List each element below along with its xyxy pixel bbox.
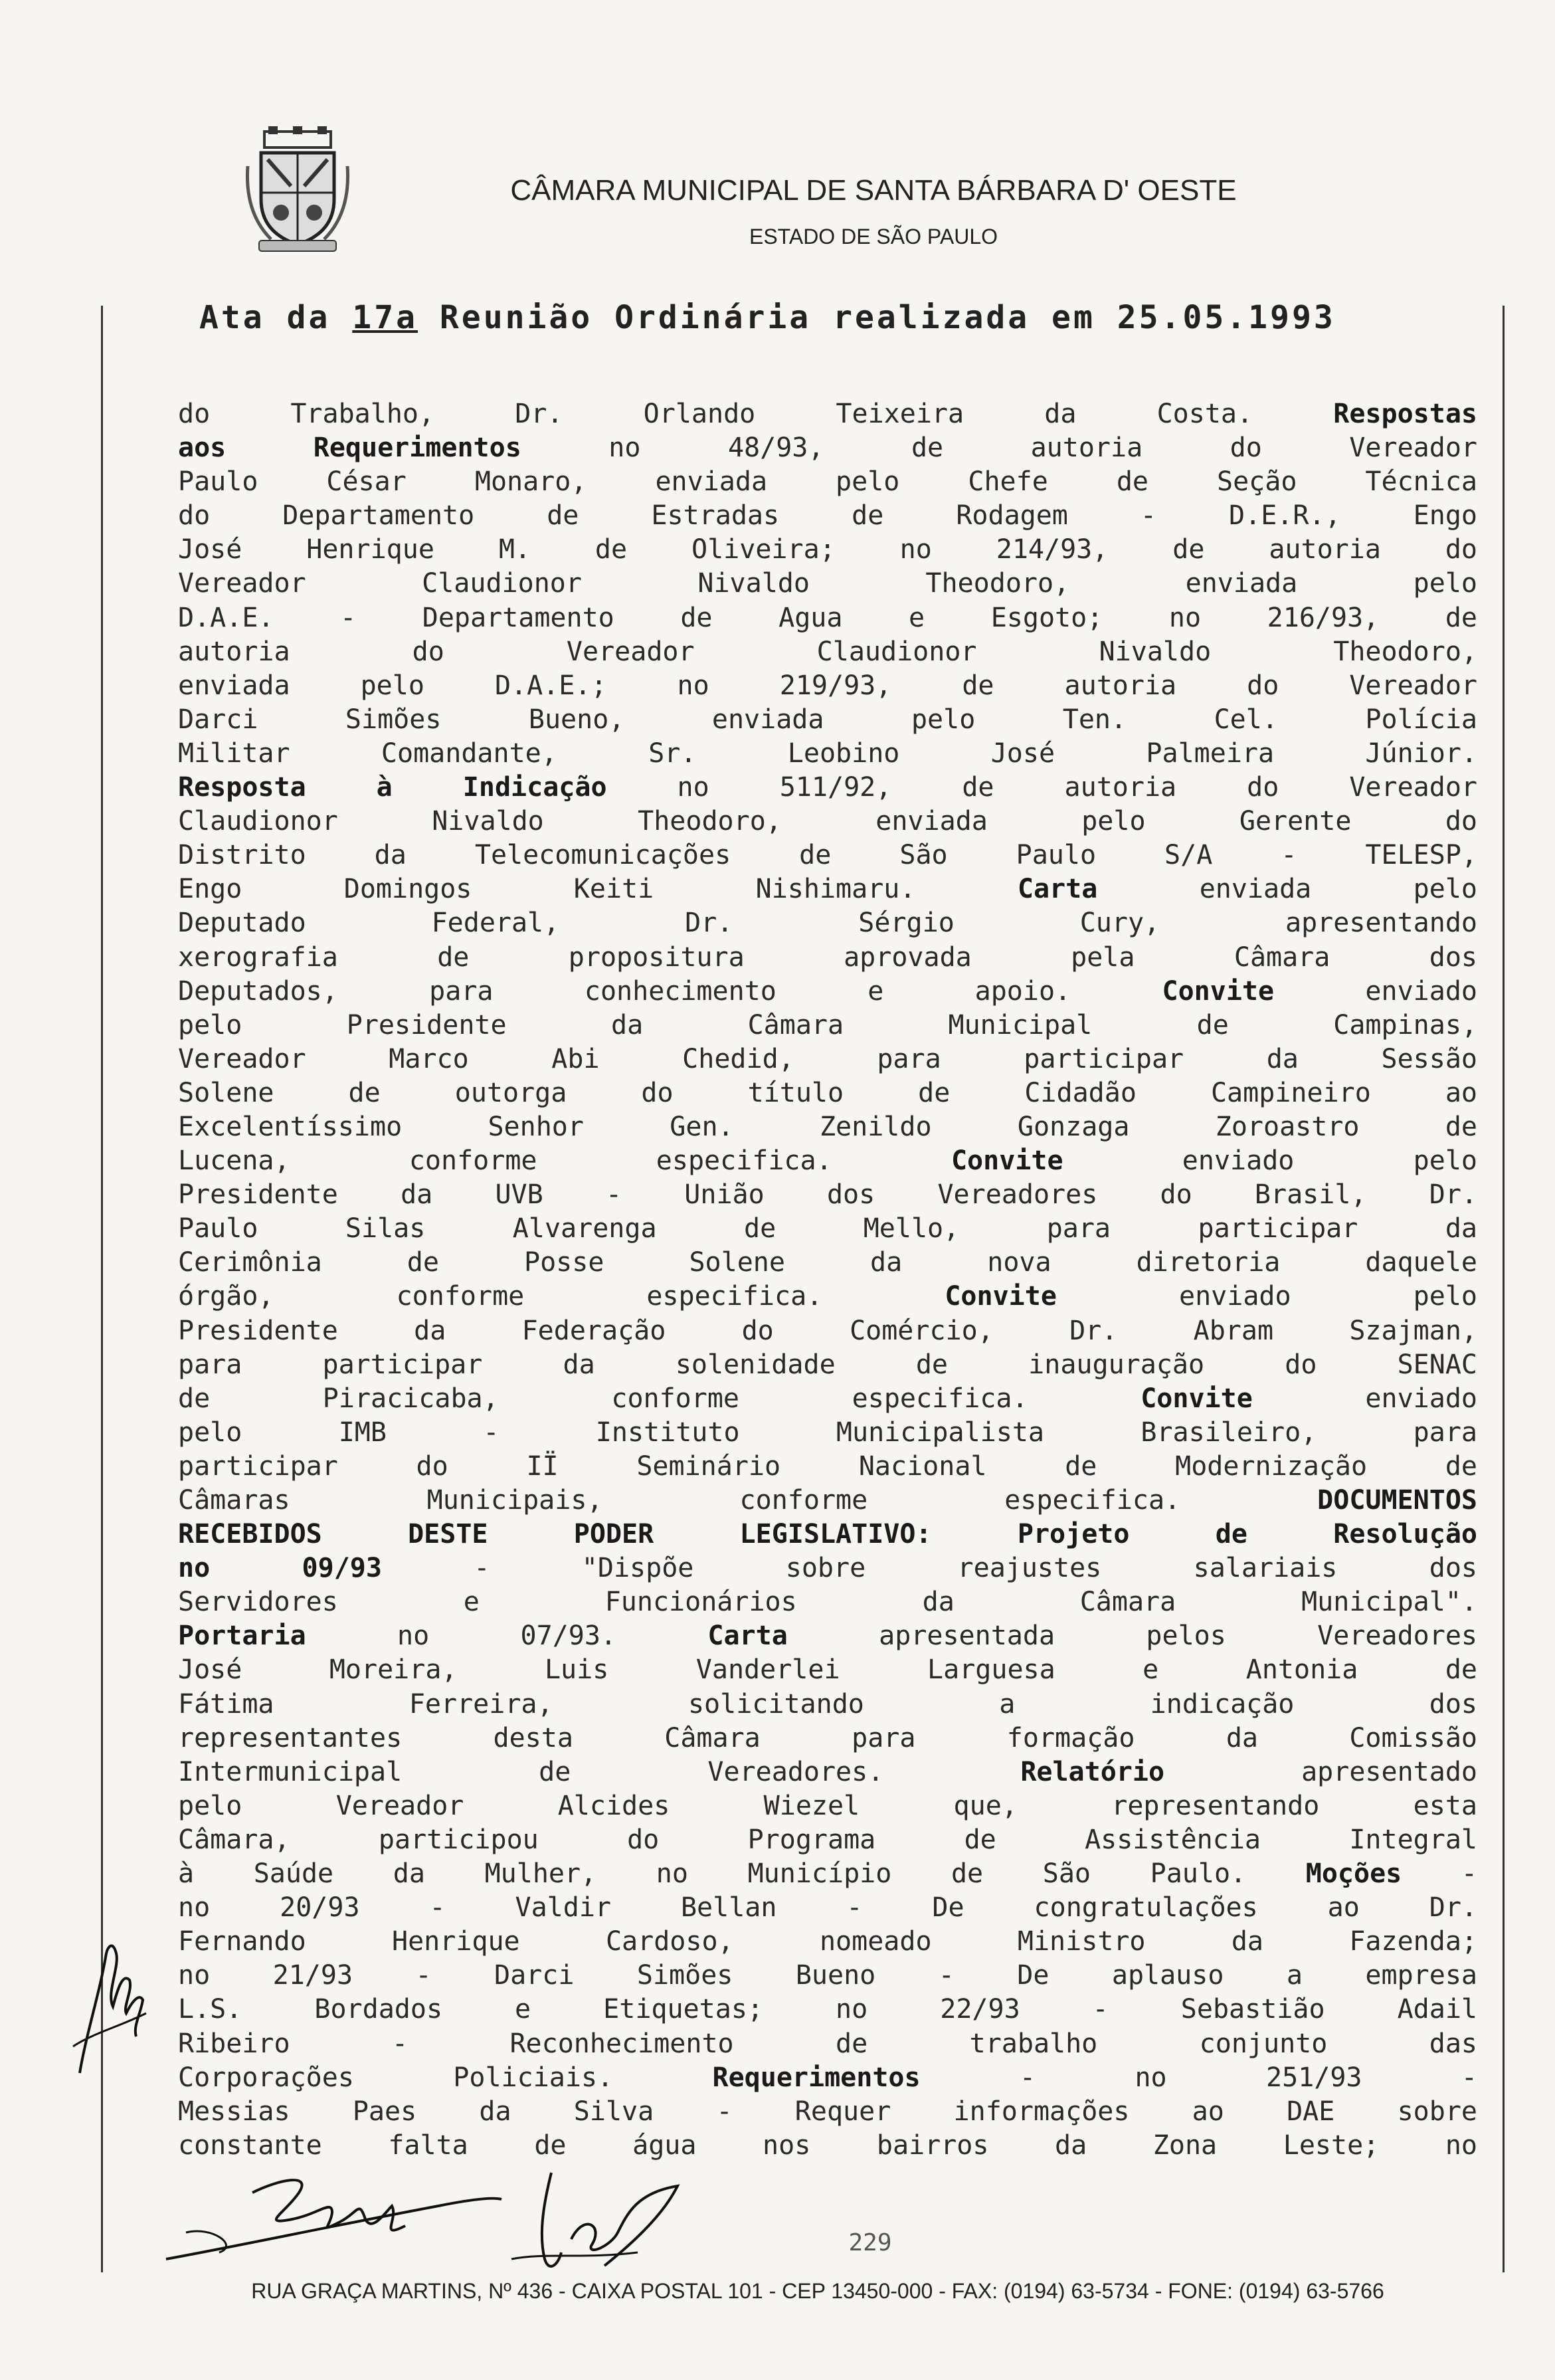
text-run: Claudionor Nivaldo Theodoro, enviada pelo Gerente do <box>178 806 1477 837</box>
text-run: à Saúde da Mulher, no Município de São Paulo. <box>178 1858 1306 1890</box>
text-run: Fátima Ferreira, solicitando a indicação dos <box>178 1688 1477 1720</box>
bold-heading: Requerimentos <box>712 2062 921 2093</box>
bold-heading: RECEBIDOS DESTE PODER LEGISLATIVO: Projeto de Resolução <box>178 1519 1477 1550</box>
text-line <box>178 533 1477 567</box>
text-line <box>178 567 1477 601</box>
text-run: Paulo César Monaro, enviada pelo Chefe de Seção Técnica <box>178 466 1477 498</box>
text-run: constante falta de água nos bairros da Zona Leste; no <box>178 2130 1477 2161</box>
text-line <box>178 1925 1477 1959</box>
bold-heading: DOCUMENTOS <box>1317 1485 1477 1516</box>
text-run: Deputado Federal, Dr. Sérgio Cury, apresentando <box>178 908 1477 939</box>
text-run: no 511/92, de autoria do Vereador <box>606 772 1477 803</box>
text-run: Deputados, para conhecimento e apoio. <box>178 975 1162 1007</box>
text-run: Engo Domingos Keiti Nishimaru. <box>178 874 1018 905</box>
text-line <box>178 431 1477 465</box>
text-line <box>178 1722 1477 1755</box>
municipal-coat-of-arms-icon <box>244 126 351 252</box>
text-run: órgão, conforme especifica. <box>178 1281 945 1312</box>
text-run: Distrito da Telecomunicações de São Paulo S/A - TELESP, <box>178 840 1477 871</box>
text-run: D.A.E. - Departamento de Agua e Esgoto; no 216/93, de <box>178 602 1477 633</box>
text-line <box>178 839 1477 872</box>
bold-heading: Portaria <box>178 1621 306 1652</box>
text-run: enviado pelo <box>1056 1281 1477 1312</box>
text-run: participar do IÏ Seminário Nacional de Modernização de <box>178 1450 1477 1482</box>
text-line <box>178 1857 1477 1891</box>
text-line <box>178 2061 1477 2095</box>
text-run: Vereador Claudionor Nivaldo Theodoro, enviada pelo <box>178 568 1477 599</box>
text-line <box>178 1314 1477 1348</box>
text-run: xerografia de propositura aprovada pela Câmara dos <box>178 942 1477 973</box>
text-run: Messias Paes da Silva - Requer informações ao DAE sobre <box>178 2096 1477 2127</box>
text-line <box>178 1789 1477 1823</box>
bold-heading: Carta <box>707 1621 788 1652</box>
bold-heading: Moções <box>1305 1858 1402 1890</box>
text-line <box>178 2027 1477 2061</box>
bold-heading: Resposta à Indicação <box>178 772 607 803</box>
bold-heading: aos Requerimentos <box>178 433 521 464</box>
text-run: pelo Presidente da Câmara Municipal de Campinas, <box>178 1009 1477 1041</box>
text-line <box>178 1551 1477 1585</box>
text-line <box>178 635 1477 669</box>
bold-heading: Carta <box>1017 874 1098 905</box>
text-line <box>178 499 1477 533</box>
text-line <box>178 465 1477 499</box>
text-line <box>178 1382 1477 1416</box>
text-run: Paulo Silas Alvarenga de Mello, para participar da <box>178 1213 1477 1244</box>
title-ordinal: 17a <box>352 299 418 336</box>
text-line <box>178 1042 1477 1076</box>
text-run: Presidente da UVB - União dos Vereadores do Brasil, Dr. <box>178 1179 1477 1211</box>
text-line <box>178 1993 1477 2027</box>
text-line <box>178 1823 1477 1857</box>
bold-heading: Convite <box>951 1145 1063 1177</box>
signature-bellan <box>159 2153 505 2272</box>
text-run: no 48/93, de autoria do Vereador <box>521 433 1477 464</box>
text-line <box>178 1484 1477 1518</box>
text-run: Militar Comandante, Sr. Leobino José Palmeira Júnior. <box>178 738 1477 769</box>
text-run: enviada pelo D.A.E.; no 219/93, de autoria do Vereador <box>178 670 1477 701</box>
text-run: - no 251/93 - <box>920 2062 1477 2093</box>
text-run: no 20/93 - Valdir Bellan - De congratulações ao Dr. <box>178 1892 1477 1924</box>
text-run: do Trabalho, Dr. Orlando Teixeira da Costa. <box>178 399 1334 429</box>
text-line <box>178 737 1477 771</box>
text-line <box>178 2095 1477 2129</box>
footer-address: RUA GRAÇA MARTINS, Nº 436 - CAIXA POSTAL 101 - CEP 13450-000 - FAX: (0194) 63-5734 - FONE: (0194) 63-5766 <box>251 2279 1384 2303</box>
text-run: apresentada pelos Vereadores <box>787 1621 1477 1652</box>
text-run: Intermunicipal de Vereadores. <box>178 1756 1021 1787</box>
text-line <box>178 906 1477 940</box>
institution-name: CÂMARA MUNICIPAL DE SANTA BÁRBARA D' OESTE <box>510 174 1237 207</box>
text-line <box>178 1280 1477 1314</box>
bold-heading: no 09/93 <box>178 1553 382 1584</box>
text-line <box>178 1959 1477 1993</box>
bold-heading: Convite <box>1162 975 1275 1007</box>
text-line <box>178 1755 1477 1789</box>
text-run: Servidores e Funcionários da Câmara Municipal". <box>178 1587 1477 1618</box>
text-line <box>178 669 1477 703</box>
text-run: de Piracicaba, conforme especifica. <box>178 1383 1141 1414</box>
text-run: para participar da solenidade de inauguração do SENAC <box>178 1349 1477 1380</box>
text-run: apresentado <box>1164 1756 1477 1787</box>
text-line <box>178 1585 1477 1619</box>
institution-state: ESTADO DE SÃO PAULO <box>749 225 998 248</box>
text-line <box>178 703 1477 737</box>
minutes-title <box>199 299 1461 336</box>
minutes-body <box>178 397 1477 2163</box>
title-suffix: Reunião Ordinária realizada em 25.05.1993 <box>418 299 1336 336</box>
text-line <box>178 1348 1477 1382</box>
text-run: Lucena, conforme especifica. <box>178 1145 951 1177</box>
text-run: Darci Simões Bueno, enviada pelo Ten. Cel. Polícia <box>178 704 1477 735</box>
text-run: Cerimônia de Posse Solene da nova diretoria daquele <box>178 1247 1477 1278</box>
text-line <box>178 601 1477 635</box>
text-run: autoria do Vereador Claudionor Nivaldo Theodoro, <box>178 636 1477 667</box>
text-run: Câmara, participou do Programa de Assistência Integral <box>178 1824 1477 1855</box>
text-run: no 21/93 - Darci Simões Bueno - De aplauso a empresa <box>178 1960 1477 1991</box>
margin-signature <box>66 1914 153 2086</box>
text-run: enviado <box>1252 1383 1477 1414</box>
text-line <box>178 1178 1477 1212</box>
text-line <box>178 1416 1477 1450</box>
bold-heading: Relatório <box>1020 1756 1165 1787</box>
text-line <box>178 1076 1477 1110</box>
text-run: enviado <box>1274 975 1477 1007</box>
text-run: pelo IMB - Instituto Municipalista Brasileiro, para <box>178 1417 1477 1448</box>
text-run: enviada pelo <box>1097 874 1477 905</box>
text-run: enviado pelo <box>1063 1145 1477 1177</box>
text-line <box>178 941 1477 975</box>
bold-heading: Convite <box>945 1281 1057 1312</box>
text-line <box>178 872 1477 906</box>
text-run: representantes desta Câmara para formação da Comissão <box>178 1722 1477 1753</box>
text-line <box>178 1212 1477 1246</box>
text-line <box>178 1009 1477 1042</box>
text-line <box>178 1110 1477 1144</box>
text-run: - "Dispõe sobre reajustes salariais dos <box>381 1553 1477 1584</box>
text-line <box>178 1653 1477 1687</box>
text-line <box>178 1688 1477 1722</box>
text-run: Presidente da Federação do Comércio, Dr. Abram Szajman, <box>178 1315 1477 1346</box>
text-run: José Henrique M. de Oliveira; no 214/93, de autoria do <box>178 534 1477 565</box>
text-run: Vereador Marco Abi Chedid, para participar da Sessão <box>178 1043 1477 1074</box>
text-run: Ribeiro - Reconhecimento de trabalho conjunto das <box>178 2028 1477 2059</box>
text-run: Fernando Henrique Cardoso, nomeado Ministro da Fazenda; <box>178 1926 1477 1957</box>
frame-right-border <box>1503 306 1505 2272</box>
text-line <box>178 1619 1477 1653</box>
text-line <box>178 975 1477 1009</box>
text-run: Câmaras Municipais, conforme especifica. <box>178 1485 1318 1516</box>
text-line <box>178 805 1477 839</box>
text-line <box>178 397 1477 431</box>
page-number: 229 <box>848 2229 892 2256</box>
text-run: no 07/93. <box>306 1621 708 1652</box>
text-line <box>178 1144 1477 1178</box>
text-line <box>178 1450 1477 1484</box>
text-line <box>178 1518 1477 1551</box>
text-run: L.S. Bordados e Etiquetas; no 22/93 - Sebastião Adail <box>178 1994 1477 2025</box>
title-prefix: Ata da <box>199 299 353 336</box>
text-run: pelo Vereador Alcides Wiezel que, representando esta <box>178 1790 1477 1821</box>
text-run: Corporações Policiais. <box>178 2062 713 2093</box>
text-run: Excelentíssimo Senhor Gen. Zenildo Gonzaga Zoroastro de <box>178 1111 1477 1142</box>
text-run: - <box>1402 1858 1477 1890</box>
text-line <box>178 771 1477 805</box>
text-run: Solene de outorga do título de Cidadão Campineiro ao <box>178 1077 1477 1108</box>
text-line <box>178 1246 1477 1280</box>
text-line <box>178 1891 1477 1925</box>
text-run: do Departamento de Estradas de Rodagem - D.E.R., Engo <box>178 500 1477 532</box>
bold-heading: Respostas <box>1333 399 1477 429</box>
text-run: José Moreira, Luis Vanderlei Larguesa e Antonia de <box>178 1654 1477 1686</box>
signature-second <box>505 2159 704 2279</box>
bold-heading: Convite <box>1141 1383 1253 1414</box>
